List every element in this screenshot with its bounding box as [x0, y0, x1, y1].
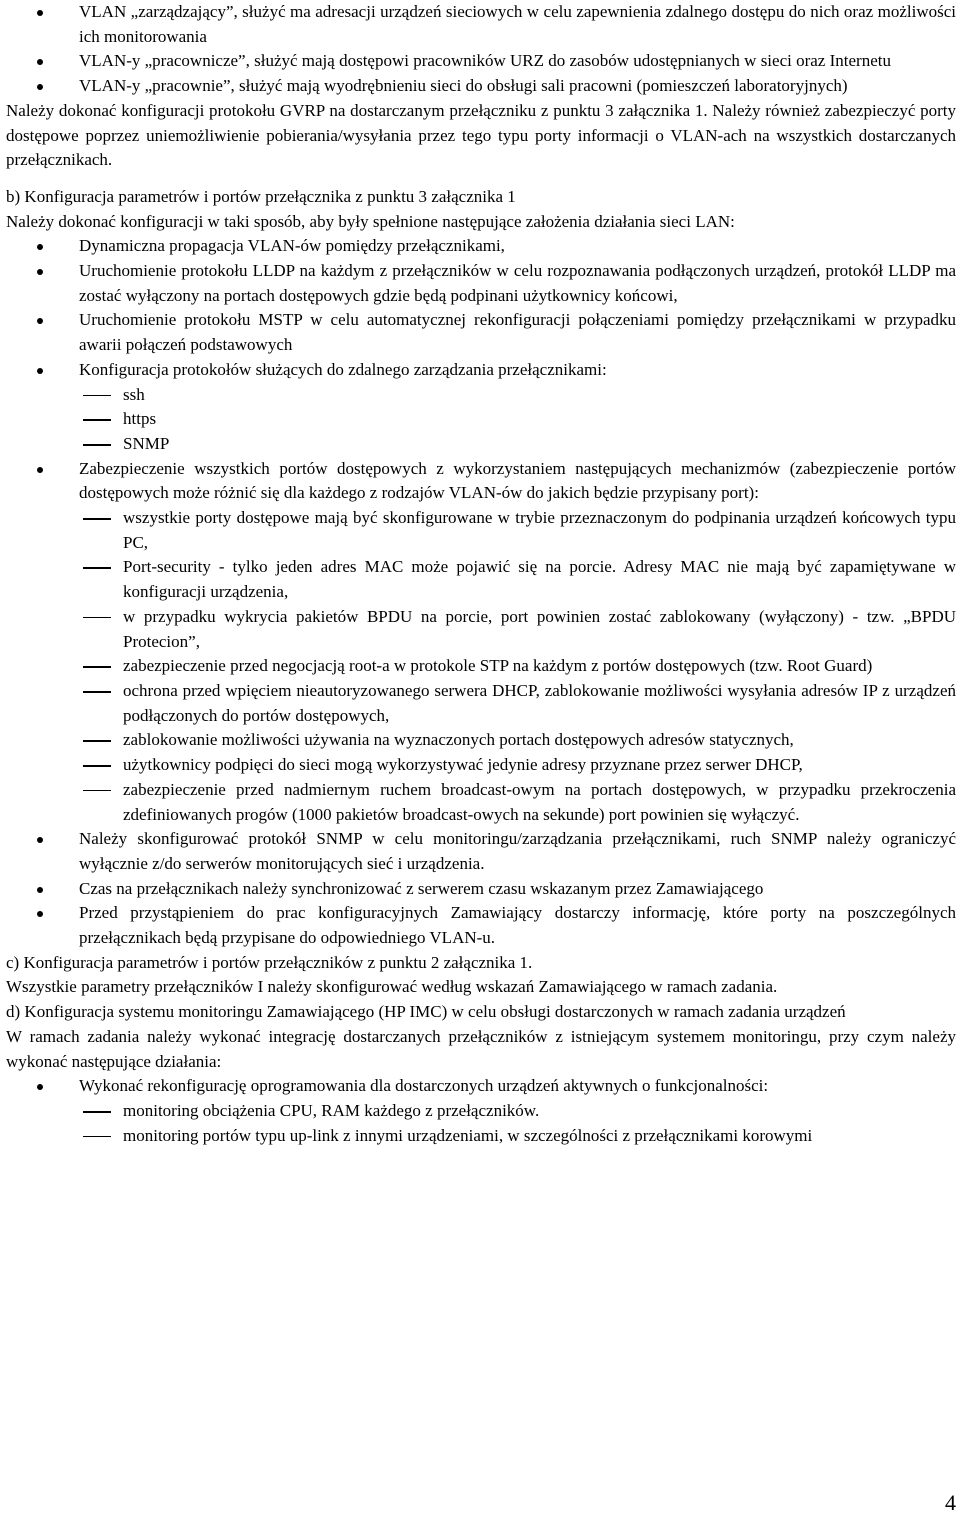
list-item: Uruchomienie protokołu MSTP w celu automatycznej rekonfiguracji połączeniami pomiędzy przełącznikami w przypadku awarii połączeń podstawowych: [6, 308, 956, 357]
gvrp-paragraph: Należy dokonać konfiguracji protokołu GVRP na dostarczanym przełączniku z punktu 3 załącznika 1. Należy również zabezpieczyć porty dostępowe poprzez uniemożliwienie pobierania/wysyłania przez tego typu porty informacji o VLAN-ach na wszystkich dostarczanych przełącznikach.: [6, 100, 956, 170]
page-number: 4: [945, 1490, 956, 1515]
list-item: VLAN-y „pracownicze”, służyć mają dostępowi pracowników URZ do zasobów udostępnianych w sieci oraz Internetu: [6, 49, 956, 74]
sub-list-item: monitoring portów typu up-link z innymi urządzeniami, w szczególności z przełącznikami korowymi: [6, 1124, 956, 1149]
section-d-body: W ramach zadania należy wykonać integrację dostarczanych przełączników z istniejącym systemem monitoringu, przy czym należy wykonać następujące działania:: [6, 1026, 956, 1071]
protocol-sublist: [6, 383, 956, 457]
list-item: Wykonać rekonfigurację oprogramowania dla dostarczonych urządzeń aktywnych o funkcjonalności:: [6, 1074, 956, 1099]
list-item: [6, 358, 956, 383]
security-sublist: [6, 506, 956, 827]
section-b-list-end: [6, 827, 956, 951]
section-b-list: [6, 234, 956, 382]
sub-list-item: zablokowanie możliwości używania na wyznaczonych portach dostępowych adresów statycznych,: [6, 728, 956, 753]
sub-list-item: Port-security - tylko jeden adres MAC może pojawić się na porcie. Adresy MAC nie mają być zapamiętywane w konfiguracji urządzenia,: [6, 555, 956, 604]
section-b-intro: Należy dokonać konfiguracji w taki sposób, aby były spełnione następujące założenia działania sieci LAN:: [6, 211, 735, 231]
monitoring-sublist: [6, 1099, 956, 1148]
list-item: Uruchomienie protokołu LLDP na każdym z przełączników w celu rozpoznawania podłączonych urządzeń, protokół LLDP ma zostać wyłączony na portach dostępowych gdzie będą podpinani użytkownicy końcowi,: [6, 259, 956, 308]
list-item: Przed przystąpieniem do prac konfiguracyjnych Zamawiający dostarczy informację, które porty na poszczególnych przełącznikach będą przypisane do odpowiedniego VLAN-u.: [6, 901, 956, 950]
list-item: Zabezpieczenie wszystkich portów dostępowych z wykorzystaniem następujących mechanizmów (zabezpieczenie portów dostępowych może różnić się dla każdego z rodzajów VLAN-ów do jakich będzie przypisany port):: [6, 457, 956, 506]
section-d-list: [6, 1074, 956, 1099]
vlan-list: [6, 0, 956, 99]
list-item: Dynamiczna propagacja VLAN-ów pomiędzy przełącznikami,: [6, 234, 956, 259]
sub-list-item: użytkownicy podpięci do sieci mogą wykorzystywać jedynie adresy przyznane przez serwer DHCP,: [6, 753, 956, 778]
sub-list-item: ochrona przed wpięciem nieautoryzowanego serwera DHCP, zablokowanie możliwości wysyłania adresów IP z urządzeń podłączonych do portów dostępowych,: [6, 679, 956, 728]
section-c-heading: c) Konfiguracja parametrów i portów przełączników z punktu 2 załącznika 1.: [6, 952, 533, 972]
sub-list-item: monitoring obciążenia CPU, RAM każdego z przełączników.: [6, 1099, 956, 1124]
document-page: [6, 0, 956, 1148]
section-c-body: Wszystkie parametry przełączników I należy skonfigurować według wskazań Zamawiającego w ramach zadania.: [6, 977, 778, 997]
sub-list-item: w przypadku wykrycia pakietów BPDU na porcie, port powinien zostać zablokowany (wyłączony) - tzw. „BPDU Protecion”,: [6, 605, 956, 654]
sub-list-item: wszystkie porty dostępowe mają być skonfigurowane w trybie przeznaczonym do podpinania urządzeń końcowych typu PC,: [6, 506, 956, 555]
list-item: Czas na przełącznikach należy synchronizować z serwerem czasu wskazanym przez Zamawiającego: [6, 877, 956, 902]
section-d-heading: d) Konfiguracja systemu monitoringu Zamawiającego (HP IMC) w celu obsługi dostarczonych w ramach zadania urządzeń: [6, 1002, 846, 1022]
sub-list-item: SNMP: [6, 432, 956, 457]
sub-list-item: zabezpieczenie przed negocjacją root-a w protokole STP na każdym z portów dostępowych (tzw. Root Guard): [6, 654, 956, 679]
list-item: Należy skonfigurować protokół SNMP w celu monitoringu/zarządzania przełącznikami, ruch SNMP należy ograniczyć wyłącznie z/do serwerów monitorujących sieć i urządzenia.: [6, 827, 956, 876]
list-item: VLAN-y „pracownie”, służyć mają wyodrębnieniu sieci do obsługi sali pracowni (pomieszczeń laboratoryjnych): [6, 74, 956, 99]
sub-list-item: zabezpieczenie przed nadmiernym ruchem broadcast-owym na portach dostępowych, w przypadku przekroczenia zdefiniowanych progów (1000 pakietów broadcast-owych na sekunde) port powinien się wyłączyć.: [6, 778, 956, 827]
sub-list-item: ssh: [6, 383, 956, 408]
section-b-heading: b) Konfiguracja parametrów i portów przełącznika z punktu 3 załącznika 1: [6, 186, 516, 206]
list-item: VLAN „zarządzający”, służyć ma adresacji urządzeń sieciowych w celu zapewnienia zdalnego dostępu do nich oraz możliwości ich monitorowania: [6, 0, 956, 49]
sub-list-item: https: [6, 407, 956, 432]
section-b-list-cont: [6, 457, 956, 506]
list-item-text: Konfiguracja protokołów służących do zdalnego zarządzania przełącznikami:: [79, 359, 607, 379]
